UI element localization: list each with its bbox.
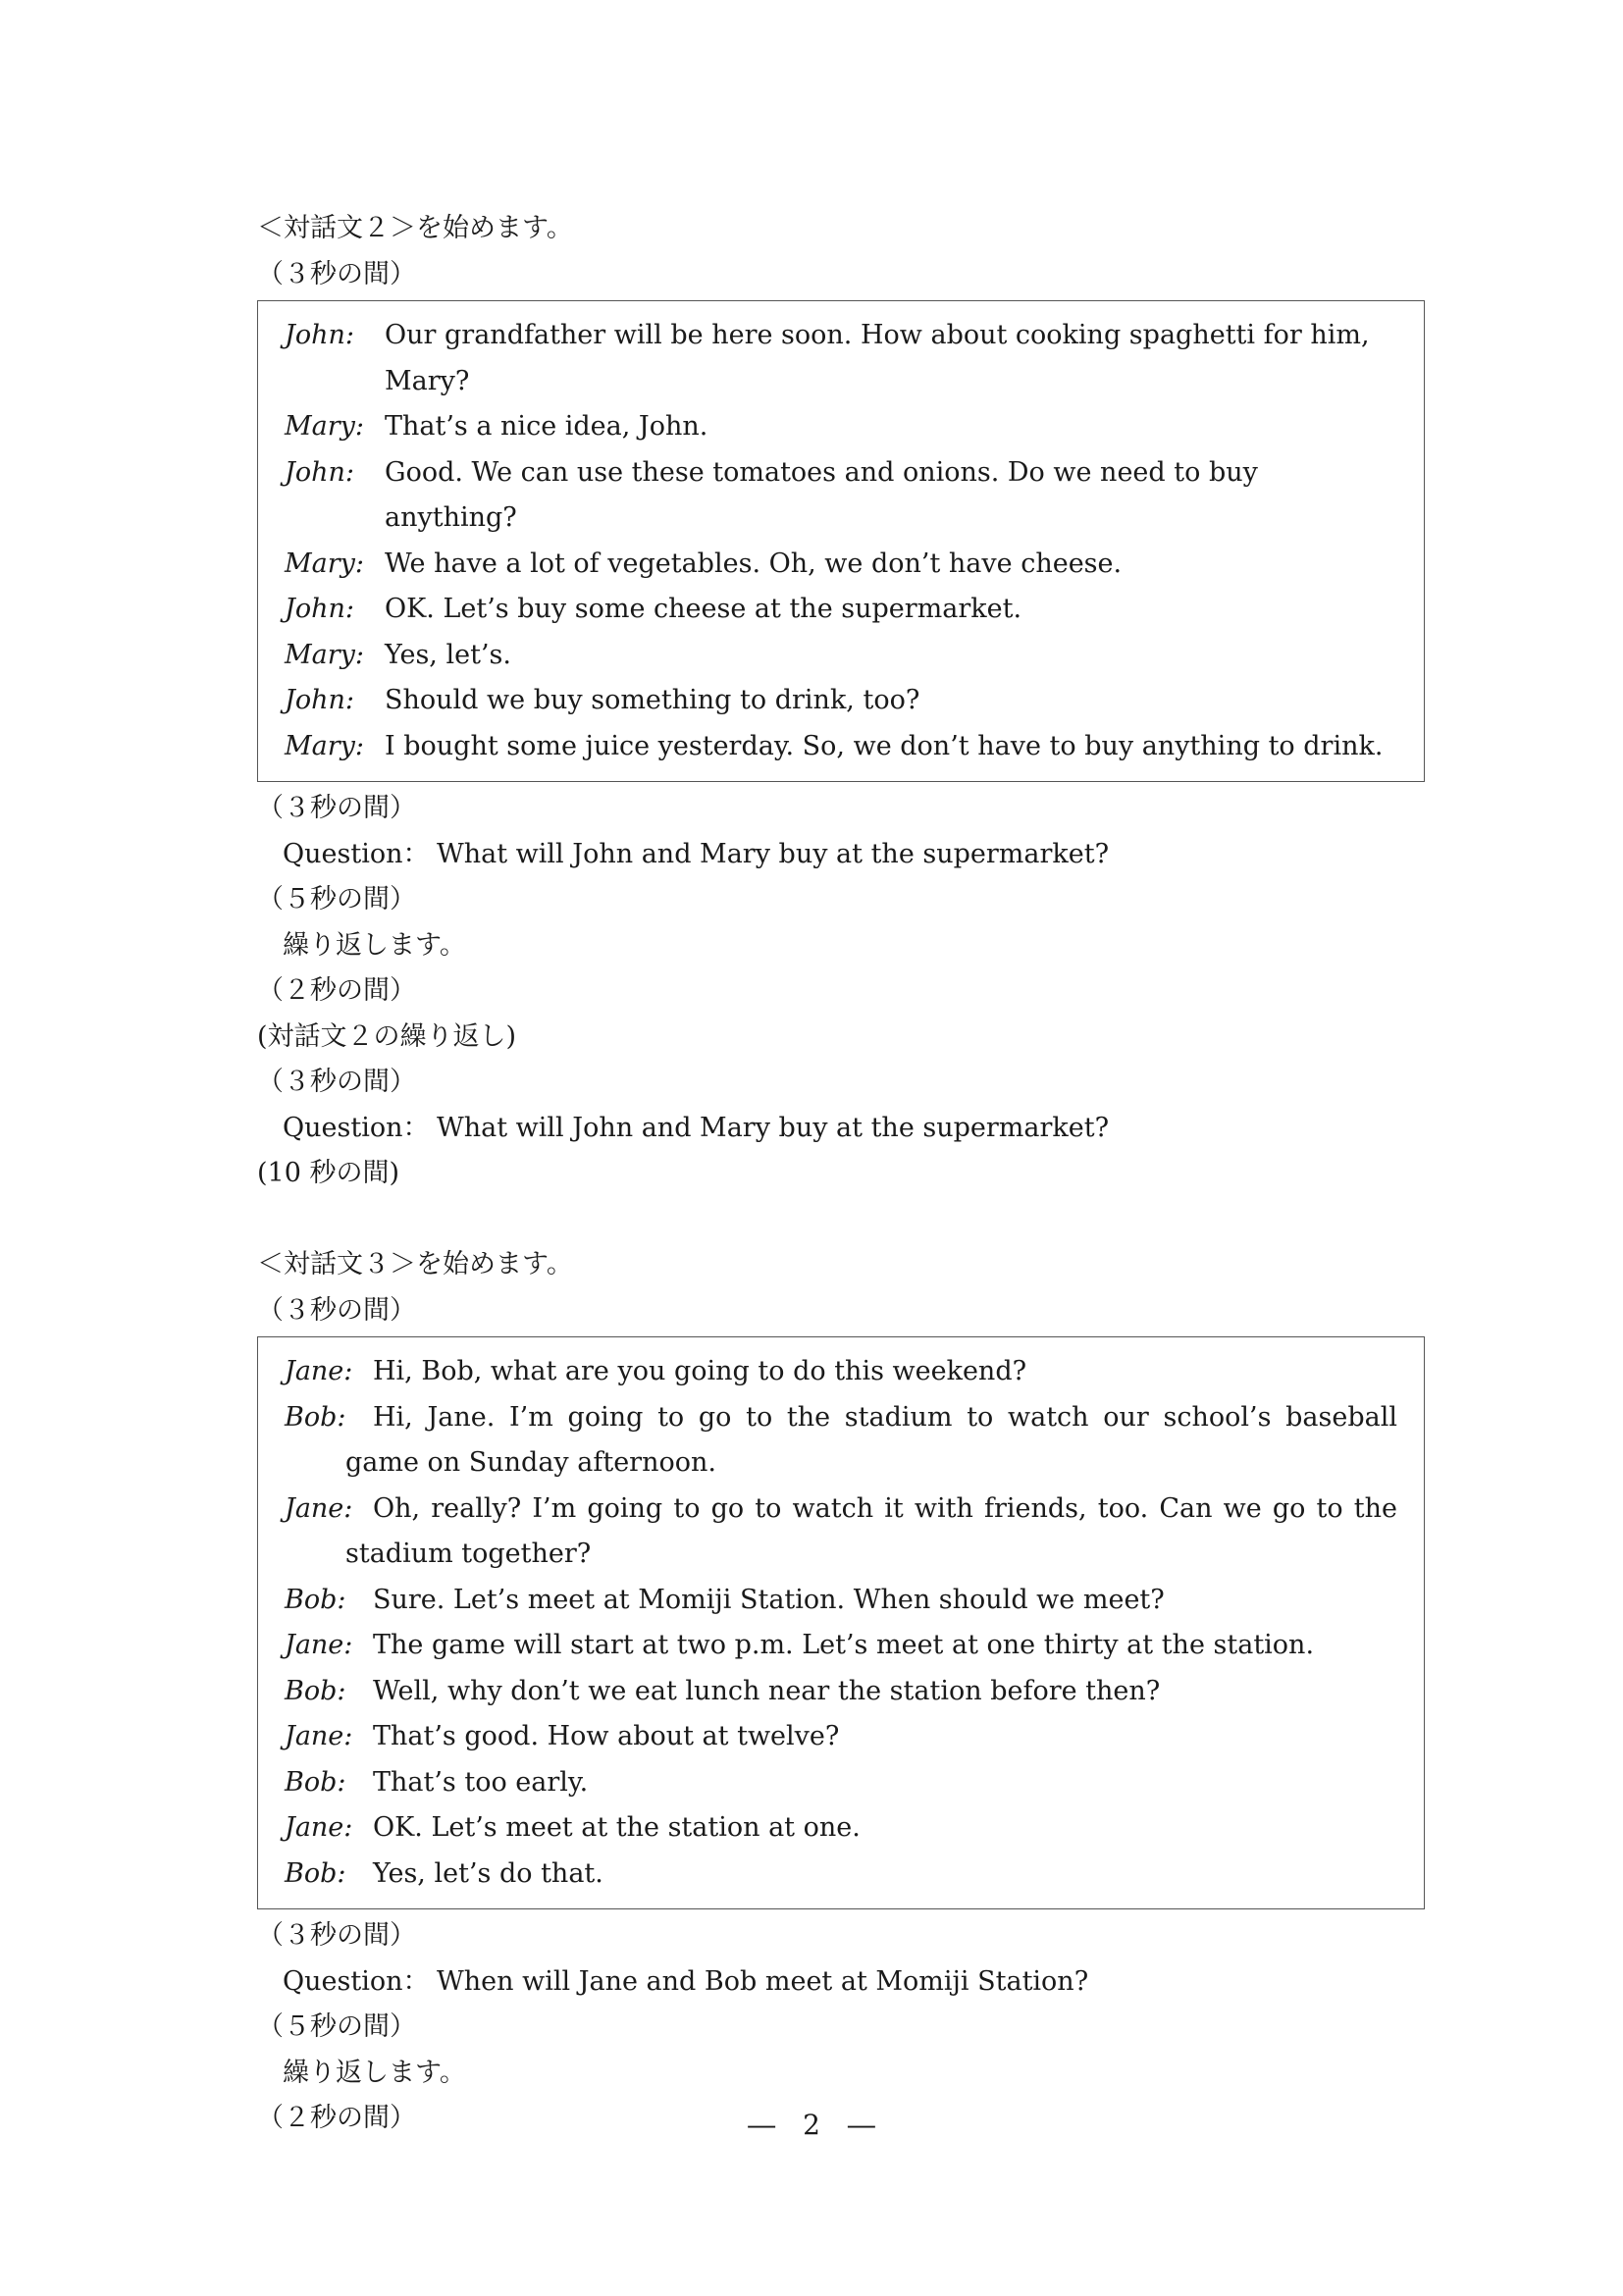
question-label: Question： [283,1112,430,1143]
question-line [257,1106,1425,1152]
utterance: Sure. Let’s meet at Momiji Station. When should we meet? [373,1584,1165,1615]
utterance: The game will start at two p.m. Let’s meet at one thirty at the station. [373,1630,1315,1660]
page-content [257,206,1425,2142]
speaker: Mary: [285,548,364,579]
dialogue-line [285,724,1397,770]
speaker: Bob: [285,1675,346,1706]
speaker: Bob: [285,1857,346,1889]
section2-heading: ＜対話文２＞を始めます。 [257,213,573,243]
dialogue-line [285,1349,1397,1395]
pause-note: （３秒の間） [257,1920,416,1951]
utterance: That’s good. How about at twelve? [373,1721,840,1751]
dialogue-line [285,1578,1397,1624]
repeat-instruction: (対話文２の繰り返し) [257,1020,517,1052]
repeat-note: 繰り返します。 [283,2057,466,2088]
utterance: Oh, really? I’m going to go to watch it with friends, too. Can we go to the stadium together? [345,1492,1397,1569]
pause-note: （３秒の間） [257,258,416,289]
speaker: John: [285,320,354,350]
pause-note: （５秒の間） [257,884,416,914]
utterance: Should we buy something to drink, too? [385,685,920,715]
utterance: Our grandfather will be here soon. How about cooking spaghetti for him, Mary? [385,320,1370,396]
page-number: ― 2 ― [748,2109,875,2141]
pause-note: （５秒の間） [257,2011,416,2042]
spacer [257,1197,1425,1243]
speaker: Jane: [285,1356,353,1386]
speaker: Mary: [285,730,364,761]
dialogue-box-2 [257,300,1425,782]
speaker: Bob: [285,1584,346,1615]
utterance: Hi, Bob, what are you going to do this weekend? [373,1356,1027,1386]
pause-note: （２秒の間） [257,975,416,1006]
utterance: Yes, let’s. [385,639,511,670]
dialogue-line [285,1623,1397,1669]
question-text: What will John and Mary buy at the supermarket? [437,838,1110,869]
dialogue-line [285,404,1397,450]
utterance: That’s a nice idea, John. [385,411,708,442]
speaker: John: [285,456,354,488]
speaker: Jane: [285,1812,353,1843]
dialogue-line [285,1852,1397,1898]
speaker: Mary: [285,411,364,442]
speaker: Jane: [285,1721,353,1751]
utterance: We have a lot of vegetables. Oh, we don’t have cheese. [385,548,1123,579]
pause-note: （３秒の間） [257,1067,416,1097]
question-text: What will John and Mary buy at the supermarket? [437,1112,1110,1143]
pause-note: （３秒の間） [257,793,416,823]
dialogue-line [285,633,1397,679]
pause-note: (10 秒の間) [257,1158,400,1188]
speaker: Mary: [285,639,364,670]
utterance: Yes, let’s do that. [373,1857,603,1889]
dialogue-line [285,313,1397,404]
speaker: Bob: [285,1766,346,1798]
dialogue-line [285,587,1397,633]
utterance: Hi, Jane. I’m going to go to the stadium to watch our school’s baseball game on Sunday afternoon. [345,1401,1397,1478]
dialogue-box-3 [257,1336,1425,1909]
speaker: John: [285,594,354,624]
pause-note: （３秒の間） [257,1294,416,1326]
dialogue-line [285,1805,1397,1852]
question-label: Question： [283,1965,430,1997]
utterance: Good. We can use these tomatoes and onions. Do we need to buy anything? [385,456,1258,533]
dialogue-line [285,1760,1397,1806]
repeat-note: 繰り返します。 [283,929,466,961]
question-label: Question： [283,838,430,869]
utterance: I bought some juice yesterday. So, we don’t have to buy anything to drink. [385,730,1384,761]
section3-heading: ＜対話文３＞を始めます。 [257,1249,573,1279]
utterance: That’s too early. [373,1766,589,1798]
question-line [257,832,1425,878]
speaker: Jane: [285,1630,353,1660]
dialogue-line [285,1669,1397,1715]
dialogue-line [285,1487,1397,1578]
pause-note: （２秒の間） [257,2103,416,2133]
question-line [257,1959,1425,2006]
dialogue-line [285,542,1397,588]
utterance: OK. Let’s meet at the station at one. [373,1812,861,1843]
dialogue-line [285,450,1397,542]
dialogue-line [285,1395,1397,1487]
dialogue-line [285,678,1397,724]
speaker: Bob: [285,1401,346,1433]
question-text: When will Jane and Bob meet at Momiji Station? [437,1965,1089,1997]
utterance: OK. Let’s buy some cheese at the supermarket. [385,594,1022,624]
speaker: Jane: [285,1492,353,1524]
utterance: Well, why don’t we eat lunch near the station before then? [373,1675,1161,1706]
dialogue-line [285,1714,1397,1760]
speaker: John: [285,685,354,715]
